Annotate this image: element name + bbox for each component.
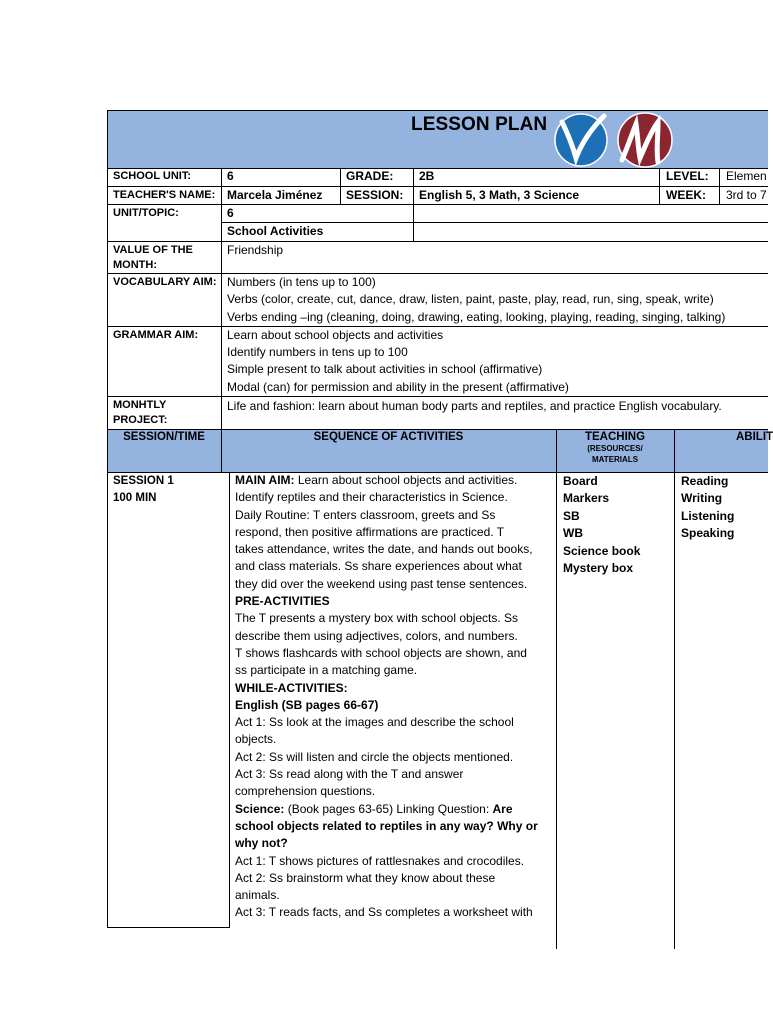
grammar-aim-label: GRAMMAR AIM: [113,329,199,341]
activity-line: The T presents a mystery box with school objects. Ss [235,611,519,626]
ability-item: Speaking [681,526,735,541]
table-border [221,222,768,223]
value-month-value: Friendship [227,243,284,257]
table-border [107,110,768,111]
activity-line: objects. [235,732,277,747]
vocabulary-aim-label: VOCABULARY AIM: [113,276,217,288]
science-text: (Book pages 63-65) Linking Question: [284,801,493,816]
col-teaching [556,431,674,465]
science-line [235,801,553,818]
resource-item: Mystery box [563,561,634,576]
table-border [674,429,675,949]
resource-item: Science book [563,543,641,558]
school-unit-label: SCHOOL UNIT: [113,170,192,182]
col-teaching-title: TEACHING [584,431,646,443]
col-teaching-sub1: (RESOURCES/ [587,444,643,453]
table-border [107,110,108,928]
table-border [719,168,720,205]
week-value: 3rd to 7 [726,188,767,202]
teaching-resources [563,473,640,577]
col-session-time: SESSION/TIME [123,431,205,443]
project-label-line1: MONHTLY [113,399,167,411]
table-border [107,204,768,205]
activity-line: Act 3: Ss read along with the T and answer [235,767,464,782]
science-label: Science: [235,801,285,816]
table-border [107,429,768,430]
ability-item: Listening [681,508,735,523]
value-month-label [107,242,193,273]
activity-line: Act 2: Ss will listen and circle the objects mentioned. [235,749,514,764]
grade-value: 2B [419,169,435,183]
school-logo [552,110,682,168]
table-border [107,241,768,242]
vocab-line: Verbs ending –ing (cleaning, doing, drawing, eating, looking, playing, reading, singing, talking) [227,310,726,324]
table-border [340,168,341,205]
topic-value: School Activities [227,224,324,238]
activity-line: takes attendance, writes the date, and hands out books, [235,542,533,557]
vocab-line: Numbers (in tens up to 100) [227,275,376,289]
grammar-line: Modal (can) for permission and ability in the present (affirmative) [227,380,569,394]
col-ability: ABILIT [736,431,773,443]
resource-item: Board [563,474,598,488]
table-border [659,168,660,205]
school-unit-value: 6 [227,169,234,183]
week-label: WEEK: [666,188,706,202]
monthly-project-value: Life and fashion: learn about human body parts and reptiles, and practice English vocabulary. [227,399,722,413]
table-border [107,927,229,928]
page-title: LESSON PLAN [411,114,548,135]
resource-item: SB [563,508,580,523]
session-name: SESSION 1 [113,475,174,487]
main-aim-label: MAIN AIM: [235,473,295,487]
level-label: LEVEL: [666,169,709,183]
table-border [107,472,768,473]
unit-topic-label: UNIT/TOPIC: [113,207,179,219]
value-month-label-line1: VALUE OF THE [113,244,193,256]
english-heading: English (SB pages 66-67) [235,697,379,712]
science-question: school objects related to reptiles in any way? Why or [235,818,538,833]
activity-line: and class materials. Ss share experiences about what [235,559,522,574]
activity-line: Daily Routine: T enters classroom, greets and Ss [235,507,496,522]
activity-line: ss participate in a matching game. [235,663,418,678]
teacher-name-value: Marcela Jiménez [227,188,323,202]
ability-item: Reading [681,474,729,488]
teacher-name-label: TEACHER'S NAME: [113,189,216,201]
table-border [107,326,768,327]
science-question-start: Are [492,801,513,816]
activity-line: comprehension questions. [235,784,376,799]
col-sequence: SEQUENCE OF ACTIVITIES [313,431,464,443]
activity-line: Act 2: Ss brainstorm what they know about these [235,870,496,885]
resource-item: WB [563,526,583,541]
session-time: 100 MIN [113,492,157,504]
col-teaching-sub2: MATERIALS [591,455,639,464]
ability-item: Writing [681,491,723,506]
table-border [107,186,768,187]
abilities [681,473,734,543]
activity-line: animals. [235,888,280,903]
activity-line: Act 1: T shows pictures of rattlesnakes and crocodiles. [235,853,525,868]
activity-line: describe them using adjectives, colors, and numbers. [235,628,518,643]
activity-line: T shows flashcards with school objects are shown, and [235,645,527,660]
resource-item: Markers [563,491,610,506]
activity-line: Act 3: T reads facts, and Ss completes a worksheet with [235,905,533,920]
pre-activities-heading: PRE-ACTIVITIES [235,594,330,609]
table-border [556,429,557,949]
table-border [221,168,222,473]
table-border [107,168,768,169]
activity-line: they did over the weekend using past tense sentences. [235,576,528,591]
main-aim-line [235,472,553,489]
session-label: SESSION: [346,188,404,202]
main-aim-text: Learn about school objects and activities. [294,473,518,487]
grammar-line: Learn about school objects and activities [227,328,444,342]
table-border [107,273,768,274]
table-border [107,396,768,397]
table-border [413,168,414,242]
session-value: English 5, 3 Math, 3 Science [419,188,580,202]
sequence-of-activities [235,472,553,922]
project-label-line2: PROJECT: [113,414,168,426]
value-month-label-line2: MONTH: [113,259,157,271]
activity-line: Act 1: Ss look at the images and describe the school [235,715,514,730]
level-value: Elemen [726,169,767,183]
monthly-project-label [107,397,167,428]
unit-value: 6 [227,206,234,220]
grammar-line: Identify numbers in tens up to 100 [227,345,408,359]
activity-line: respond, then positive affirmations are practiced. T [235,524,505,539]
grammar-line: Simple present to talk about activities in school (affirmative) [227,362,543,376]
grade-label: GRADE: [346,169,394,183]
table-border [229,472,230,928]
vocab-line: Verbs (color, create, cut, dance, draw, listen, paint, paste, play, read, run, sing, speak, write) [227,292,714,306]
science-question: why not? [235,836,288,851]
activity-line: Identify reptiles and their characteristics in Science. [235,490,508,505]
while-activities-heading: WHILE-ACTIVITIES: [235,680,348,695]
